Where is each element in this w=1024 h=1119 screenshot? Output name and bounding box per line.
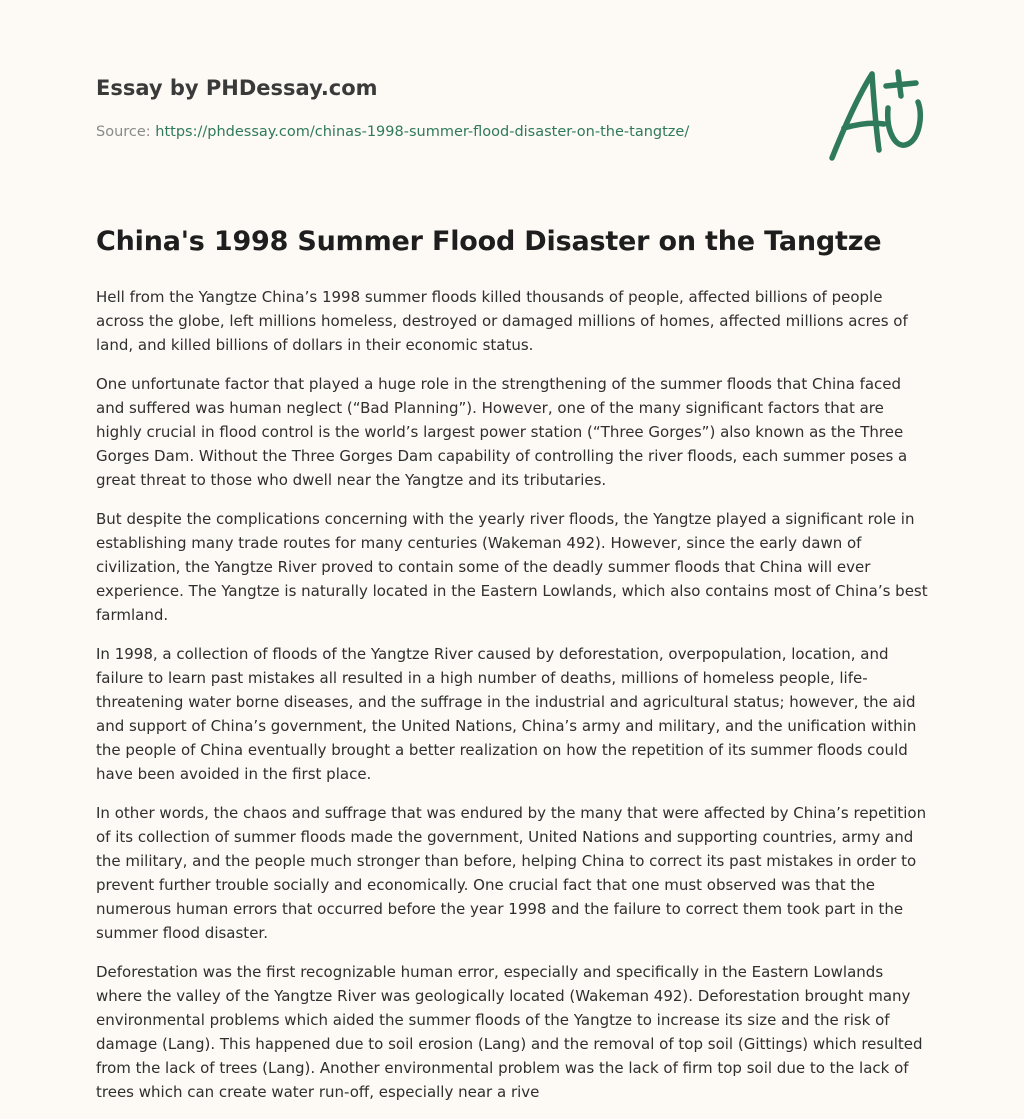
header: [96, 0, 928, 200]
essay-paragraph: One unfortunate factor that played a huge role in the strengthening of the summer floods that China faced and suffered was human neglect (“Bad Planning”). However, one of the many significant factors that are highly crucial in flood control is the world’s largest power station (“Three Gorges”) also known as the Three Gorges Dam. Without the Three Gorges Dam capability of controlling the river floods, each summer poses a great threat to those who dwell near the Yangtze and its tributaries.: [96, 375, 908, 489]
brand-title: Essay by PHDessay.com: [96, 76, 378, 100]
essay-paragraph: But despite the complications concerning with the yearly river floods, the Yangtze played a significant role in establishing many trade routes for many centuries (Wakeman 492). However, since the early dawn of civilization, the Yangtze River proved to contain some of the deadly summer floods that China will ever experience. The Yangtze is naturally located in the Eastern Lowlands, which also contains most of China’s best farmland.: [96, 510, 928, 624]
essay-paragraph: Deforestation was the first recognizable human error, especially and specifically in the Eastern Lowlands where the valley of the Yangtze River was geologically located (Wakeman 492). Deforestation brought many environmental problems which aided the summer floods of the Yangtze to increase its size and the risk of damage (Lang). This happened due to soil erosion (Lang) and the removal of top soil (Gittings) which resulted from the lack of trees (Lang). Another environmental problem was the lack of firm top soil due to the lack of trees which can create water run-off, especially near a rive: [96, 963, 923, 1101]
essay-paragraph: Hell from the Yangtze China’s 1998 summer floods killed thousands of people, affected billions of people across the globe, left millions homeless, destroyed or damaged millions of homes, affected millions acres of land, and killed billions of dollars in their economic status.: [96, 288, 908, 354]
essay-body: [96, 285, 932, 1119]
source-link[interactable]: https://phdessay.com/chinas-1998-summer-flood-disaster-on-the-tangtze/: [155, 124, 690, 140]
essay-paragraph: In other words, the chaos and suffrage that was endured by the many that were affected by China’s repetition of its collection of summer floods made the government, United Nations and supporting countries, army and the military, and the people much stronger than before, helping China to correct its past mistakes in order to prevent further trouble socially and economically. One crucial fact that one must observed was that the numerous human errors that occurred before the year 1998 and the failure to correct them took part in the summer flood disaster.: [96, 804, 927, 942]
essay-title: China's 1998 Summer Flood Disaster on the Tangtze: [96, 226, 882, 257]
source-label: Source:: [96, 124, 156, 140]
source-line: [96, 124, 689, 140]
a-plus-logo-icon: [826, 66, 930, 166]
essay-paragraph: In 1998, a collection of floods of the Yangtze River caused by deforestation, overpopulation, location, and failure to learn past mistakes all resulted in a high number of deaths, millions of homeless people, life-threatening water borne diseases, and the suffrage in the industrial and agricultural status; however, the aid and support of China’s government, the United Nations, China’s army and military, and the unification within the people of China eventually brought a better realization on how the repetition of its summer floods could have been avoided in the first place.: [96, 645, 917, 783]
